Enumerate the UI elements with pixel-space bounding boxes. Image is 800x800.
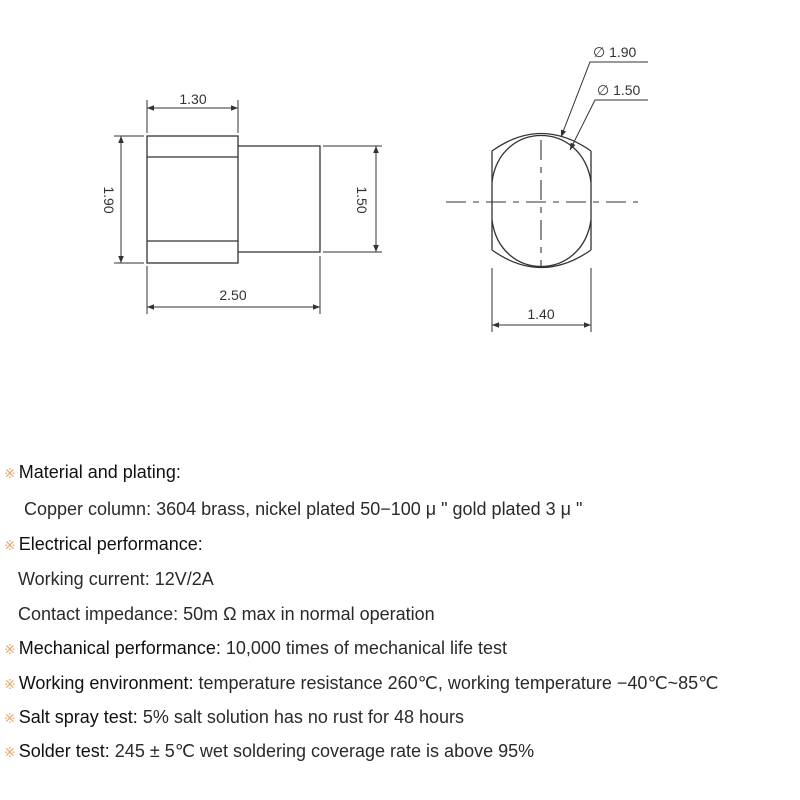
spec-material-line1: Copper column: 3604 brass, nickel plated 50−100 μ " gold plated 3 μ ": [24, 499, 583, 519]
leader-inner-diameter: [570, 100, 648, 150]
dim-inner-diameter-label: ∅ 1.50: [597, 82, 641, 98]
spec-salt-title: Salt spray test:: [18, 707, 138, 727]
spec-mechanical: [4, 638, 507, 659]
pin-body-outline: [238, 146, 320, 252]
bullet-mark-icon: ※: [4, 641, 16, 657]
spec-mechanical-title: Mechanical performance:: [18, 638, 221, 658]
spec-electrical-line1: Working current: 12V/2A: [18, 569, 214, 589]
spec-mechanical-text: 10,000 times of mechanical life test: [225, 638, 508, 658]
spec-solder-title: Solder test:: [18, 741, 110, 761]
bullet-mark-icon: ※: [4, 465, 16, 481]
spec-salt-text: 5% salt solution has no rust for 48 hours: [142, 707, 464, 727]
pin-head-outline: [147, 136, 238, 263]
bullet-mark-icon: ※: [4, 744, 16, 760]
bullet-mark-icon: ※: [4, 710, 16, 726]
spec-electrical-line2: Contact impedance: 50m Ω max in normal operation: [18, 604, 435, 624]
spec-material-title: Material and plating:: [18, 462, 181, 482]
spec-environment: [4, 673, 718, 694]
spec-environment-text: temperature resistance 260℃, working temperature −40℃~85℃: [198, 673, 719, 693]
spec-electrical: [4, 534, 203, 555]
bullet-mark-icon: ※: [4, 537, 16, 553]
dim-width-label: 1.40: [527, 306, 555, 322]
spec-environment-title: Working environment:: [18, 673, 194, 693]
dim-head-height-label: 1.90: [101, 186, 117, 214]
end-view: [446, 62, 648, 332]
side-view: [114, 100, 382, 314]
dim-total-length-label: 2.50: [219, 287, 247, 303]
spec-solder: [4, 741, 534, 762]
dim-body-height-label: 1.50: [354, 186, 370, 214]
bullet-mark-icon: ※: [4, 676, 16, 692]
spec-electrical-title: Electrical performance:: [18, 534, 203, 554]
spec-salt: [4, 707, 464, 728]
spec-solder-text: 245 ± 5℃ wet soldering coverage rate is above 95%: [114, 741, 535, 761]
dim-outer-diameter-label: ∅ 1.90: [593, 44, 637, 60]
spec-material: [4, 462, 181, 483]
dim-head-width-label: 1.30: [179, 91, 207, 107]
